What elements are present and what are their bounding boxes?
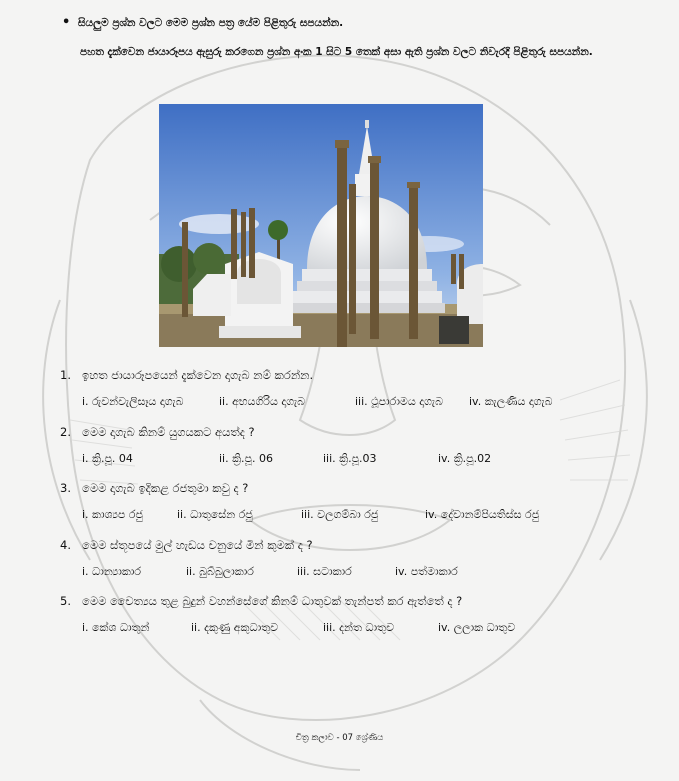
- option-iii[interactable]: iii. ථූපාරාමය දාගැබ: [355, 395, 443, 408]
- question-2-options: [82, 452, 582, 470]
- option-iii[interactable]: iii. වලගම්බා රජු: [301, 508, 379, 521]
- question-number: 2.: [60, 425, 71, 439]
- bullet-icon: •: [62, 15, 71, 30]
- option-ii[interactable]: ii. දකුණු අකුධාතුව: [191, 621, 279, 634]
- instructions-block: [62, 14, 642, 61]
- instruction-line-1: සියලුම ප්‍රශ්න වලට මෙම ප්‍රශ්න පත්‍ර යේම පිළිතුරු සපයන්න.: [78, 17, 344, 29]
- option-ii[interactable]: ii. ධාතුසේන රජු: [177, 508, 253, 521]
- instruction-line-2: පහත දැක්වෙන ජායාරූපය ඇසුරු කරගෙන ප්‍රශ්න අංක 1 සිට 5 තෙක් අසා ඇති ප්‍රශ්න වලට නිවැරදි පිළිතුරු සපයන්න.: [80, 46, 593, 58]
- option-i[interactable]: i. රුවන්වැලිසෑය දාගැබ: [82, 395, 184, 408]
- question-1: [60, 368, 313, 383]
- option-i[interactable]: i. කේශ ධාතුන්: [82, 621, 150, 634]
- option-ii[interactable]: ii. බුබ්බුලාකාර: [186, 565, 254, 578]
- option-i[interactable]: i. ධාන්‍යාකාර: [82, 565, 142, 578]
- option-i[interactable]: i. ක්‍රි.පූ. 04: [82, 452, 133, 465]
- option-iv[interactable]: iv. පත්මාකාර: [395, 565, 458, 578]
- question-4-options: [82, 565, 582, 583]
- question-number: 3.: [60, 481, 71, 495]
- option-iv[interactable]: iv. කැලණිය දාගැබ: [469, 395, 553, 408]
- option-iii[interactable]: iii. දන්ත ධාතුව: [323, 621, 395, 634]
- question-4: [60, 538, 313, 553]
- option-iv[interactable]: iv. ක්‍රි.පූ.02: [438, 452, 492, 465]
- option-iii[interactable]: iii. ඝටාකාර: [297, 565, 352, 578]
- question-5: [60, 594, 462, 609]
- question-text: මෙම දාගැබ කිනම් යුගයකට අයත්ද ?: [82, 425, 255, 439]
- question-3-options: [82, 508, 582, 526]
- question-number: 5.: [60, 594, 71, 608]
- question-5-options: [82, 621, 582, 639]
- question-number: 1.: [60, 368, 71, 382]
- option-iv[interactable]: iv. ලලාක ධාතුව: [438, 621, 516, 634]
- option-iii[interactable]: iii. ක්‍රි.පූ.03: [323, 452, 377, 465]
- question-text: මෙම චෛත්‍යය තුළ බුදුන් වහන්සේගේ කිනම් ධාතුවක් තැන්පත් කර ඇත්තේ ද ?: [82, 594, 463, 608]
- question-text: මෙම ස්තූපයේ මුල් හැඩය චනුයේ මින් කුමක් ද ?: [82, 538, 313, 552]
- question-3: [60, 481, 248, 496]
- question-2: [60, 425, 255, 440]
- page-footer: චිත්‍ර කලාව - 07 ශ්‍රේණිය: [295, 733, 384, 743]
- instruction-bullet-row: [62, 14, 642, 32]
- question-1-options: [82, 395, 582, 413]
- stupa-photo: [159, 104, 483, 347]
- option-ii[interactable]: ii. ක්‍රි.පූ. 06: [219, 452, 273, 465]
- question-number: 4.: [60, 538, 71, 552]
- question-text: මෙම දාගැබ ඉදිකළ රජතුමා කවු ද ?: [82, 481, 249, 495]
- option-i[interactable]: i. කාශ්‍යප රජු: [82, 508, 143, 521]
- option-ii[interactable]: ii. අභයගිරිය දාගැබ: [219, 395, 306, 408]
- question-text: ඉහත ජායාරූපයෙන් දැක්වෙන දාගැබ නම් කරන්න.: [82, 368, 314, 382]
- option-iv[interactable]: iv. දේවානම්පියතිස්ස රජු: [425, 508, 540, 521]
